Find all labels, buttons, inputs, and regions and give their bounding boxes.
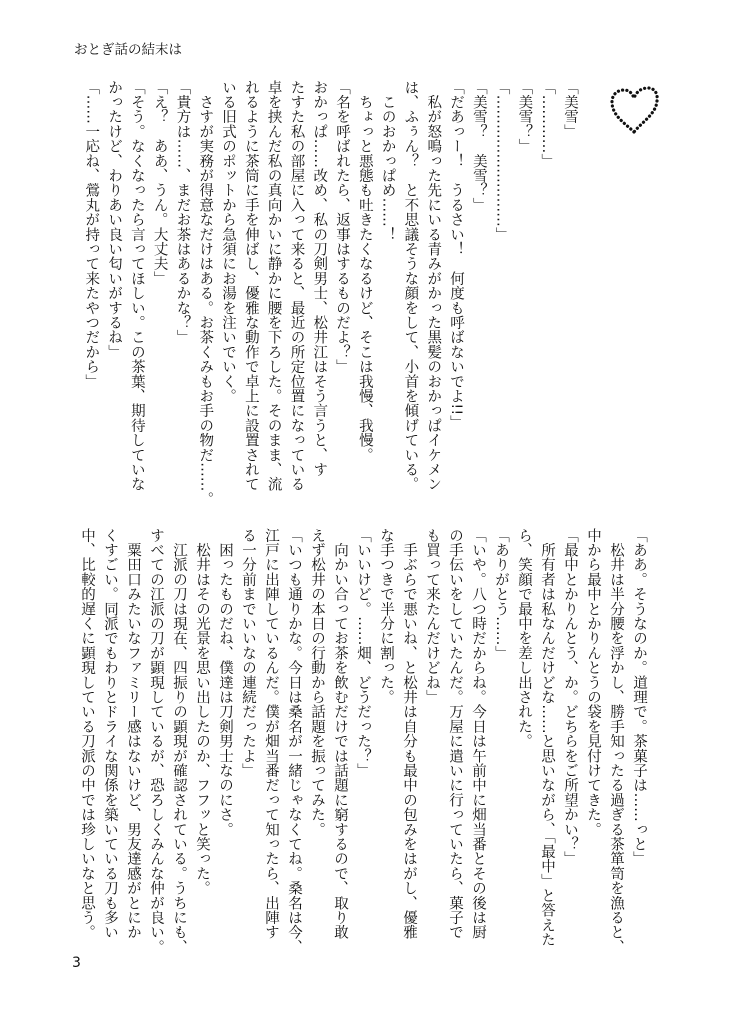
text-column: 所有者は私なんだけどな……と思いながら、「最中」と答えた <box>539 528 555 948</box>
text-column: 「名を呼ばれたら、返事はするものだよ？」 <box>334 80 351 374</box>
text-column: 「ああ。そうなのか。道理で。茶菓子は……っと」 <box>631 528 647 867</box>
text-column: 困ったものだね、僕達は刀剣男士なのにさ。 <box>217 528 233 837</box>
text-column: 「いいけど。……畑、どうだった？」 <box>355 528 371 778</box>
text-column: れるように茶筒に手を伸ばし、優雅な動作で卓上に設置されて <box>242 80 259 492</box>
text-column: 「最中とかりんとう、か。どちらをご所望かい？」 <box>562 528 578 867</box>
text-column: 私が怒鳴った先にいる青みがかった黒髪のおかっぱイケメン <box>425 80 442 492</box>
text-column: 「いや。八つ時だからね。今日は午前中に畑当番とその後は厨 <box>470 528 486 940</box>
text-column: 「え？ ああ、うん。大丈夫」 <box>151 80 168 286</box>
text-column: 「美雪？ 美雪？」 <box>470 80 487 213</box>
upper-text-block <box>76 80 581 507</box>
lower-text-block <box>75 528 650 955</box>
text-column: このおかっぱめ……！ <box>379 80 396 242</box>
text-column: 「いつも通りかな。今日は桑名が一緒じゃなくてね。桑名は今、 <box>286 528 302 955</box>
text-column: 「………………………」 <box>493 80 510 242</box>
running-header: おとぎ話の結末は <box>74 42 182 58</box>
text-column: かったけど、わりあい良い匂いがするね」 <box>106 80 123 360</box>
text-column: ちょっと悪態も吐きたくなるけど、そこは我慢、我慢。 <box>356 80 373 463</box>
text-column: 「だあっー！ うるさい！ 何度も呼ばないでよ!!」 <box>448 80 465 431</box>
text-column: 中から最中とかりんとうの袋を見付けてきた。 <box>585 528 601 837</box>
text-column: 向かい合ってお茶を飲むだけでは話題に窮するので、取り敢 <box>332 528 348 940</box>
dotted-heart-icon <box>608 86 660 136</box>
text-column: たすた私の部屋に入って来ると、最近の所定位置になっている <box>288 80 305 492</box>
text-column: 「美雪」 <box>562 80 578 139</box>
text-column: さすが実務が得意なだけはある。お茶くみもお手の物だ……。 <box>197 80 214 507</box>
text-column: 江派の刀は現在、四振りの顕現が確認されている。うちにも、 <box>171 528 187 955</box>
text-column: 松井は半分腰を浮かし、勝手知ったる過ぎる茶箪笥を漁ると、 <box>608 528 624 955</box>
text-column: おかっぱ……改め、私の刀剣男士、松井江はそう言うと、す <box>311 80 328 477</box>
text-column: 松井はその光景を思い出したのか、フフッと笑った。 <box>194 528 210 896</box>
text-column: 「……一応ね、鶯丸が持って来たやつだから」 <box>83 80 100 389</box>
text-column: 「ありがとう……」 <box>493 528 509 661</box>
text-column: 「そう。なくなったら言ってほしい。この茶葉、期待していな <box>128 80 145 492</box>
text-column: な手つきで半分に割った。 <box>378 528 394 705</box>
text-column: 手ぶらで悪いね、と松井は自分も最中の包みをはがし、優雅 <box>401 528 417 940</box>
text-column: る一分前までいいなの連続だったよ」 <box>240 528 256 778</box>
text-column: 中、比較的遅くに顕現している刀派の中では珍しいなと思う。 <box>79 528 95 940</box>
text-column: 江戸に出陣しているんだ。僕が畑当番だって知ったら、出陣す <box>263 528 279 940</box>
text-column: 「貴方は……、まだお茶はあるかな？」 <box>174 80 191 345</box>
text-column: ら、笑顔で最中を差し出された。 <box>516 528 532 749</box>
text-column: も買って来たんだけどね」 <box>424 528 440 705</box>
text-column: えず松井の本日の行動から話題を振ってみた。 <box>309 528 325 837</box>
text-column: いる旧式のポットから急須にお湯を注いでいく。 <box>220 80 237 404</box>
text-column: 「美雪？」 <box>516 80 533 154</box>
text-column: 卓を挟んだ私の真向かいに静かに腰を下ろした。そのまま、流 <box>265 80 282 492</box>
page-number: 3 <box>72 955 81 971</box>
text-column: 粟田口みたいなファミリー感はないけど、男友達感がとにか <box>125 528 141 940</box>
text-column: は、ふぅん？ と不思議そうな顔をして、小首を傾げている。 <box>402 80 419 492</box>
text-column: すべての江派の刀が顕現しているが、恐ろしくみんな仲が良い。 <box>148 528 164 955</box>
text-column: の手伝いをしていたんだ。万屋に遣いに行っていたら、菓子で <box>447 528 463 940</box>
text-column: くすごい。同派でもわりとドライな関係を築いている刀も多い <box>102 528 118 940</box>
text-column: 「…………」 <box>539 80 556 169</box>
